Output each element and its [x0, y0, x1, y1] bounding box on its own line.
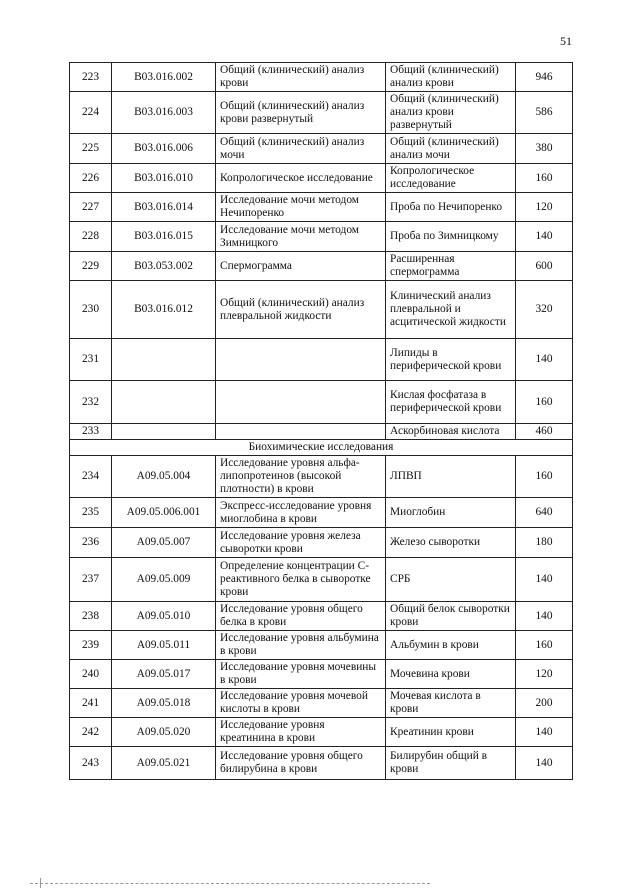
- cell-code: A09.05.009: [112, 558, 216, 602]
- cell-short: Проба по Зимницкому: [386, 222, 516, 252]
- cell-name: Исследование уровня общего белка в крови: [216, 602, 386, 631]
- bottom-scan-rule: [30, 883, 430, 884]
- cell-code: [112, 339, 216, 381]
- cell-price: 380: [516, 134, 573, 164]
- cell-num: 232: [70, 381, 112, 424]
- cell-num: 242: [70, 718, 112, 747]
- cell-num: 241: [70, 689, 112, 718]
- cell-short: Железо сыворотки: [386, 528, 516, 558]
- cell-code: [112, 381, 216, 424]
- cell-price: 140: [516, 718, 573, 747]
- cell-num: 223: [70, 63, 112, 92]
- cell-price: 600: [516, 252, 573, 281]
- table-row: [70, 660, 573, 689]
- cell-code: A09.05.011: [112, 631, 216, 660]
- table-row: [70, 602, 573, 631]
- table-row: [70, 558, 573, 602]
- section-row: [70, 440, 573, 456]
- cell-name: Исследование мочи методом Зимницкого: [216, 222, 386, 252]
- cell-name: Исследование уровня креатинина в крови: [216, 718, 386, 747]
- cell-name: Исследование уровня железа сыворотки крови: [216, 528, 386, 558]
- cell-name: Экспресс-исследование уровня миоглобина в крови: [216, 498, 386, 528]
- table-row: [70, 193, 573, 222]
- cell-price: 180: [516, 528, 573, 558]
- cell-num: 239: [70, 631, 112, 660]
- cell-name: Исследование уровня мочевой кислоты в крови: [216, 689, 386, 718]
- table-row: [70, 424, 573, 440]
- table-row: [70, 92, 573, 134]
- cell-short: Альбумин в крови: [386, 631, 516, 660]
- cell-code: A09.05.010: [112, 602, 216, 631]
- cell-short: Общий (клинический) анализ крови развернутый: [386, 92, 516, 134]
- cell-price: 140: [516, 747, 573, 780]
- cell-num: 236: [70, 528, 112, 558]
- cell-name: [216, 381, 386, 424]
- cell-short: Кислая фосфатаза в периферической крови: [386, 381, 516, 424]
- cell-code: B03.016.015: [112, 222, 216, 252]
- price-list-table: [69, 62, 573, 780]
- cell-short: Общий (клинический) анализ крови: [386, 63, 516, 92]
- cell-num: 234: [70, 456, 112, 498]
- cell-code: A09.05.020: [112, 718, 216, 747]
- cell-name: Копрологическое исследование: [216, 164, 386, 193]
- cell-num: 225: [70, 134, 112, 164]
- cell-name: Исследование уровня альбумина в крови: [216, 631, 386, 660]
- cell-num: 240: [70, 660, 112, 689]
- table-row: [70, 689, 573, 718]
- cell-code: B03.016.006: [112, 134, 216, 164]
- cell-code: A09.05.006.001: [112, 498, 216, 528]
- table-row: [70, 339, 573, 381]
- cell-short: Мочевая кислота в крови: [386, 689, 516, 718]
- cell-price: 586: [516, 92, 573, 134]
- cell-name: Исследование уровня общего билирубина в крови: [216, 747, 386, 780]
- cell-num: 231: [70, 339, 112, 381]
- cell-short: Общий белок сыворотки крови: [386, 602, 516, 631]
- cell-code: A09.05.021: [112, 747, 216, 780]
- cell-num: 230: [70, 281, 112, 339]
- table-row: [70, 528, 573, 558]
- cell-name: Исследование мочи методом Нечипоренко: [216, 193, 386, 222]
- table-row: [70, 381, 573, 424]
- cell-price: 140: [516, 339, 573, 381]
- table-row: [70, 281, 573, 339]
- cell-code: B03.016.010: [112, 164, 216, 193]
- cell-num: 228: [70, 222, 112, 252]
- cell-short: Липиды в периферической крови: [386, 339, 516, 381]
- cell-short: Копрологическое исследование: [386, 164, 516, 193]
- table-row: [70, 252, 573, 281]
- cell-short: Миоглобин: [386, 498, 516, 528]
- cell-code: [112, 424, 216, 440]
- cell-num: 243: [70, 747, 112, 780]
- cell-num: 229: [70, 252, 112, 281]
- cell-short: ЛПВП: [386, 456, 516, 498]
- cell-name: [216, 424, 386, 440]
- cell-code: B03.016.014: [112, 193, 216, 222]
- cell-price: 320: [516, 281, 573, 339]
- cell-num: 235: [70, 498, 112, 528]
- cell-price: 200: [516, 689, 573, 718]
- cell-price: 946: [516, 63, 573, 92]
- cell-name: Общий (клинический) анализ мочи: [216, 134, 386, 164]
- bottom-scan-tick: [40, 878, 41, 888]
- cell-num: 226: [70, 164, 112, 193]
- cell-short: Мочевина крови: [386, 660, 516, 689]
- table-row: [70, 498, 573, 528]
- cell-name: Исследование уровня альфа-липопротеинов (высокой плотности) в крови: [216, 456, 386, 498]
- page-number: 51: [560, 34, 572, 48]
- price-list-body: [70, 63, 573, 780]
- cell-code: A09.05.017: [112, 660, 216, 689]
- cell-code: B03.053.002: [112, 252, 216, 281]
- cell-name: Общий (клинический) анализ крови: [216, 63, 386, 92]
- cell-code: B03.016.012: [112, 281, 216, 339]
- cell-short: Общий (клинический) анализ мочи: [386, 134, 516, 164]
- table-row: [70, 718, 573, 747]
- table-row: [70, 164, 573, 193]
- cell-code: A09.05.004: [112, 456, 216, 498]
- cell-short: Аскорбиновая кислота: [386, 424, 516, 440]
- cell-price: 640: [516, 498, 573, 528]
- cell-code: A09.05.007: [112, 528, 216, 558]
- section-title: Биохимические исследования: [70, 440, 573, 456]
- cell-name: Определение концентрации С-реактивного белка в сыворотке крови: [216, 558, 386, 602]
- cell-short: Креатинин крови: [386, 718, 516, 747]
- cell-price: 160: [516, 164, 573, 193]
- table-row: [70, 134, 573, 164]
- cell-price: 460: [516, 424, 573, 440]
- cell-num: 227: [70, 193, 112, 222]
- cell-num: 224: [70, 92, 112, 134]
- cell-short: Проба по Нечипоренко: [386, 193, 516, 222]
- cell-short: Билирубин общий в крови: [386, 747, 516, 780]
- cell-code: A09.05.018: [112, 689, 216, 718]
- cell-price: 160: [516, 631, 573, 660]
- cell-price: 120: [516, 193, 573, 222]
- cell-name: Спермограмма: [216, 252, 386, 281]
- cell-short: Клинический анализ плевральной и асцитической жидкости: [386, 281, 516, 339]
- table-row: [70, 456, 573, 498]
- cell-price: 160: [516, 456, 573, 498]
- cell-name: Общий (клинический) анализ крови развернутый: [216, 92, 386, 134]
- cell-price: 120: [516, 660, 573, 689]
- cell-num: 233: [70, 424, 112, 440]
- cell-name: [216, 339, 386, 381]
- table-row: [70, 747, 573, 780]
- cell-price: 140: [516, 558, 573, 602]
- table-row: [70, 631, 573, 660]
- table-row: [70, 222, 573, 252]
- cell-num: 237: [70, 558, 112, 602]
- cell-code: B03.016.002: [112, 63, 216, 92]
- cell-name: Исследование уровня мочевины в крови: [216, 660, 386, 689]
- table-row: [70, 63, 573, 92]
- cell-code: B03.016.003: [112, 92, 216, 134]
- cell-num: 238: [70, 602, 112, 631]
- cell-price: 160: [516, 381, 573, 424]
- cell-name: Общий (клинический) анализ плевральной жидкости: [216, 281, 386, 339]
- cell-price: 140: [516, 602, 573, 631]
- cell-short: Расширенная спермограмма: [386, 252, 516, 281]
- cell-price: 140: [516, 222, 573, 252]
- cell-short: СРБ: [386, 558, 516, 602]
